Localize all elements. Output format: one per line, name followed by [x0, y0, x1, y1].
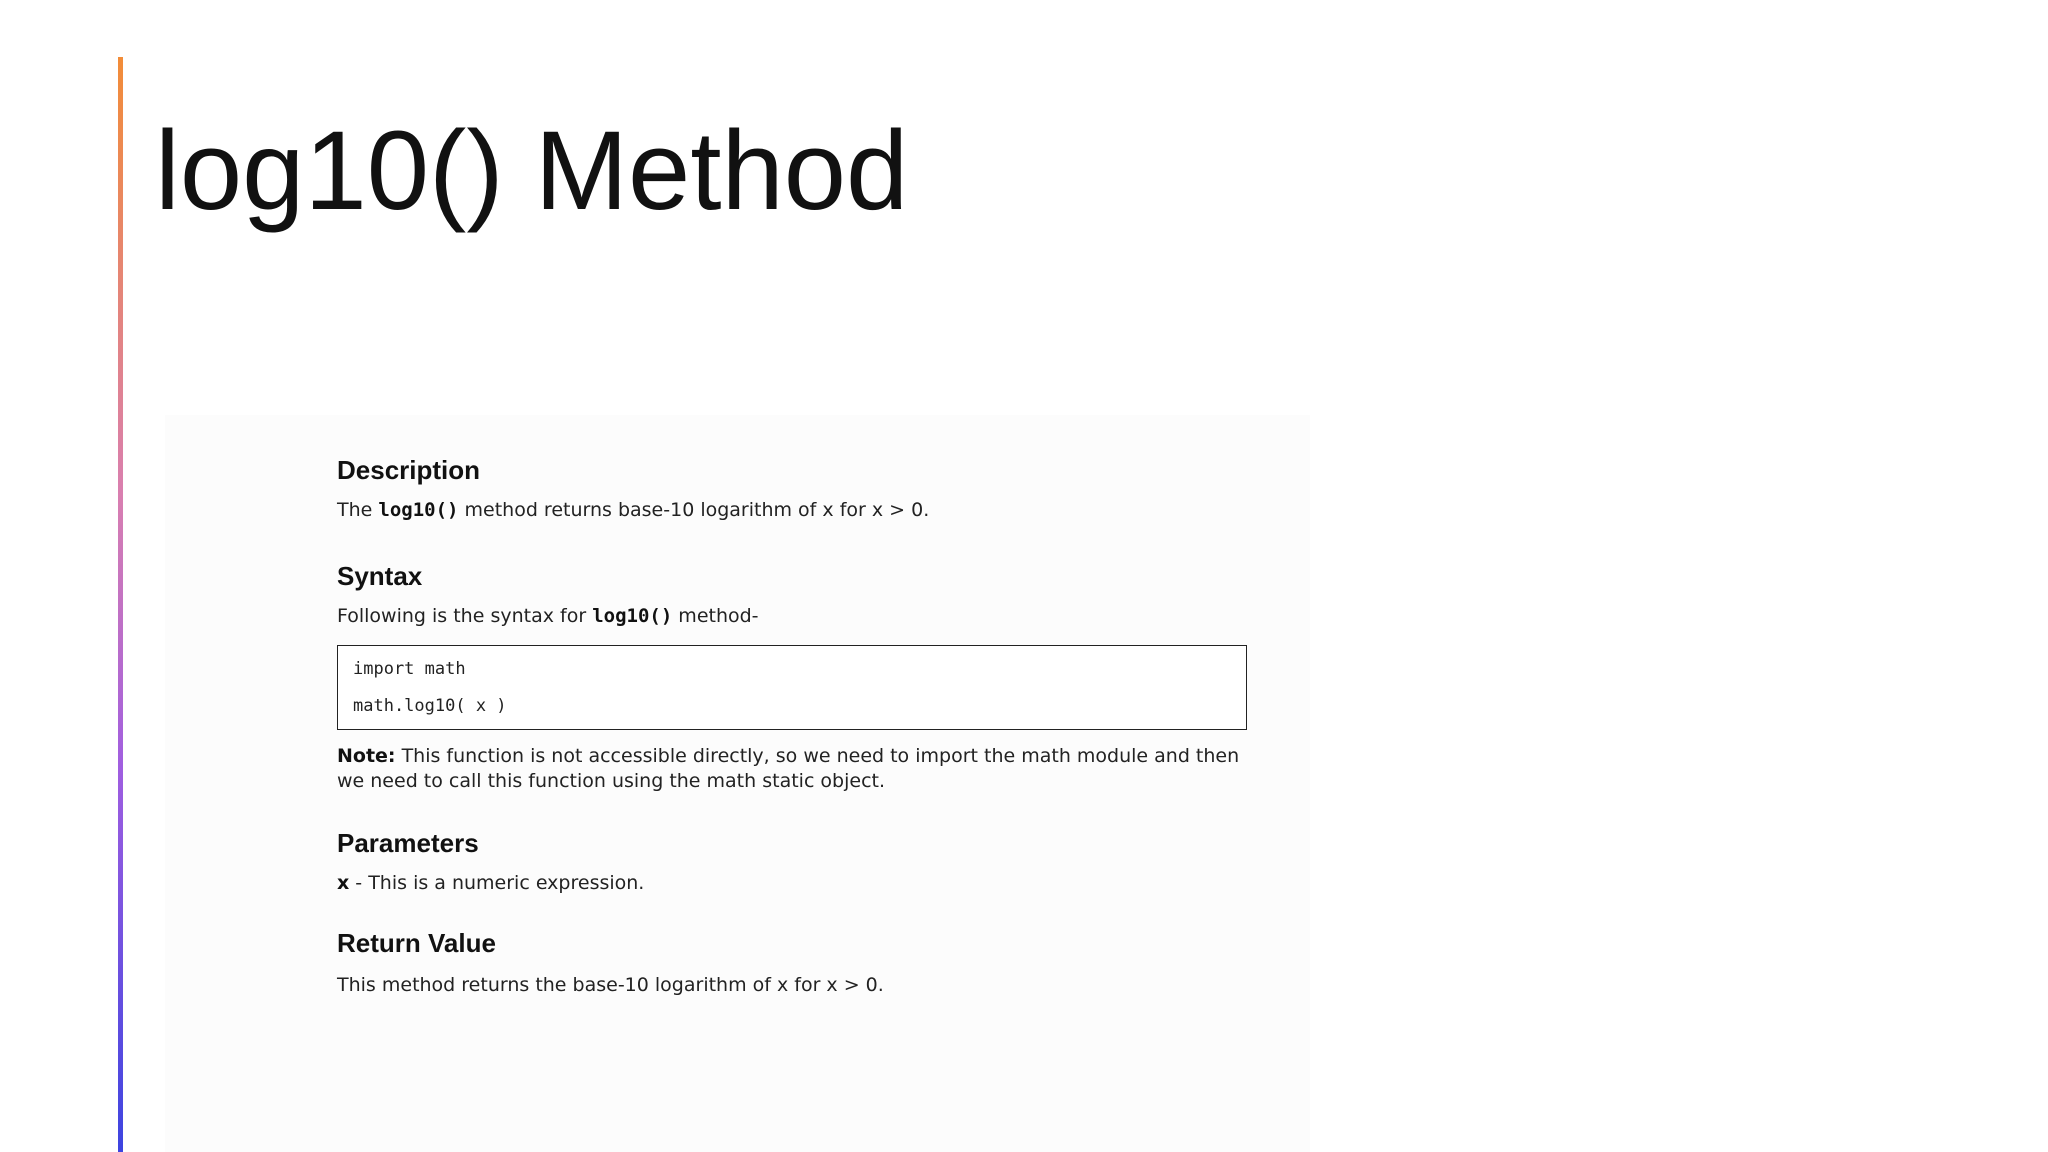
parameters-section — [337, 826, 1247, 896]
description-text-after: method returns base-10 logarithm of x for x > 0. — [458, 499, 930, 521]
code-block — [337, 645, 1247, 730]
note-body: This function is not accessible directly, so we need to import the math module and then we need to call this function using the math static object. — [337, 745, 1240, 792]
syntax-intro-after: method- — [672, 605, 759, 627]
syntax-method-name: log10() — [592, 605, 673, 627]
note-text — [337, 744, 1247, 794]
description-section — [337, 453, 1247, 523]
code-line: import math — [353, 659, 466, 679]
slide-title: log10() Method — [155, 108, 909, 233]
note-label: Note: — [337, 745, 396, 767]
syntax-intro-before: Following is the syntax for — [337, 605, 593, 627]
parameters-heading: Parameters — [337, 828, 479, 858]
parameter-item — [337, 870, 1247, 896]
return-value-text: This method returns the base-10 logarithm of x for x > 0. — [337, 974, 884, 996]
parameter-description: - This is a numeric expression. — [349, 872, 645, 894]
description-text-before: The — [337, 499, 379, 521]
parameter-name: x — [337, 872, 350, 894]
document-content — [337, 453, 1247, 998]
return-value-heading: Return Value — [337, 928, 496, 958]
description-method-name: log10() — [378, 499, 459, 521]
syntax-section — [337, 559, 1247, 730]
syntax-heading: Syntax — [337, 561, 423, 591]
accent-bar — [118, 57, 123, 1152]
syntax-intro — [337, 603, 1247, 629]
description-heading: Description — [337, 455, 481, 485]
return-value-section — [337, 926, 1247, 998]
code-line: math.log10( x ) — [353, 696, 507, 716]
description-text — [337, 497, 1247, 523]
note-section — [337, 744, 1247, 794]
